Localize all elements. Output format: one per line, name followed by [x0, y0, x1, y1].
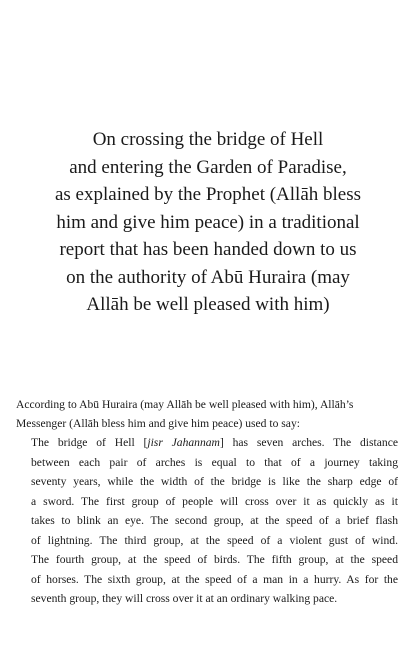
title-line: Allāh be well pleased with him)	[86, 294, 330, 315]
quote-line: of lightning. The third group, at the speed of a violent gust of wind.	[31, 533, 398, 547]
hadith-introduction	[16, 396, 402, 433]
quote-line: of horses. The sixth group, at the speed of a man in a hurry. As for the	[31, 572, 398, 586]
quote-text: The bridge of Hell [	[31, 436, 148, 449]
hadith-quote	[31, 433, 398, 609]
title-line: report that has been handed down to us	[59, 239, 357, 260]
title-line: him and give him peace) in a traditional	[56, 211, 360, 233]
quote-line: takes to blink an eye. The second group, at the speed of a brief flash	[31, 514, 398, 527]
quote-line: The fourth group, at the speed of birds. The fifth group, at the speed	[31, 553, 398, 566]
quote-italic-term: jisr Jahannam	[147, 436, 220, 449]
title-line: on the authority of Abū Huraira (may	[66, 266, 350, 288]
intro-line: According to Abū Huraira (may Allāh be well pleased with him), Allāh’s	[16, 398, 354, 411]
title-line: as explained by the Prophet (Allāh bless	[54, 184, 362, 205]
quote-line: seventy years, while the width of the bridge is like the sharp edge of	[31, 475, 398, 488]
quote-text: ] has seven arches. The distance	[219, 436, 398, 449]
quote-line	[31, 433, 398, 453]
title-line: and entering the Garden of Paradise,	[69, 156, 347, 178]
title-line: On crossing the bridge of Hell	[92, 129, 324, 150]
quote-line: seventh group, they will cross over it at an ordinary walking pace.	[31, 592, 338, 605]
quote-line: a sword. The first group of people will cross over it as quickly as it	[31, 494, 398, 508]
quote-line: between each pair of arches is equal to that of a journey taking	[31, 455, 398, 469]
intro-line: Messenger (Allāh bless him and give him peace) used to say:	[16, 416, 300, 430]
chapter-title	[0, 126, 416, 319]
